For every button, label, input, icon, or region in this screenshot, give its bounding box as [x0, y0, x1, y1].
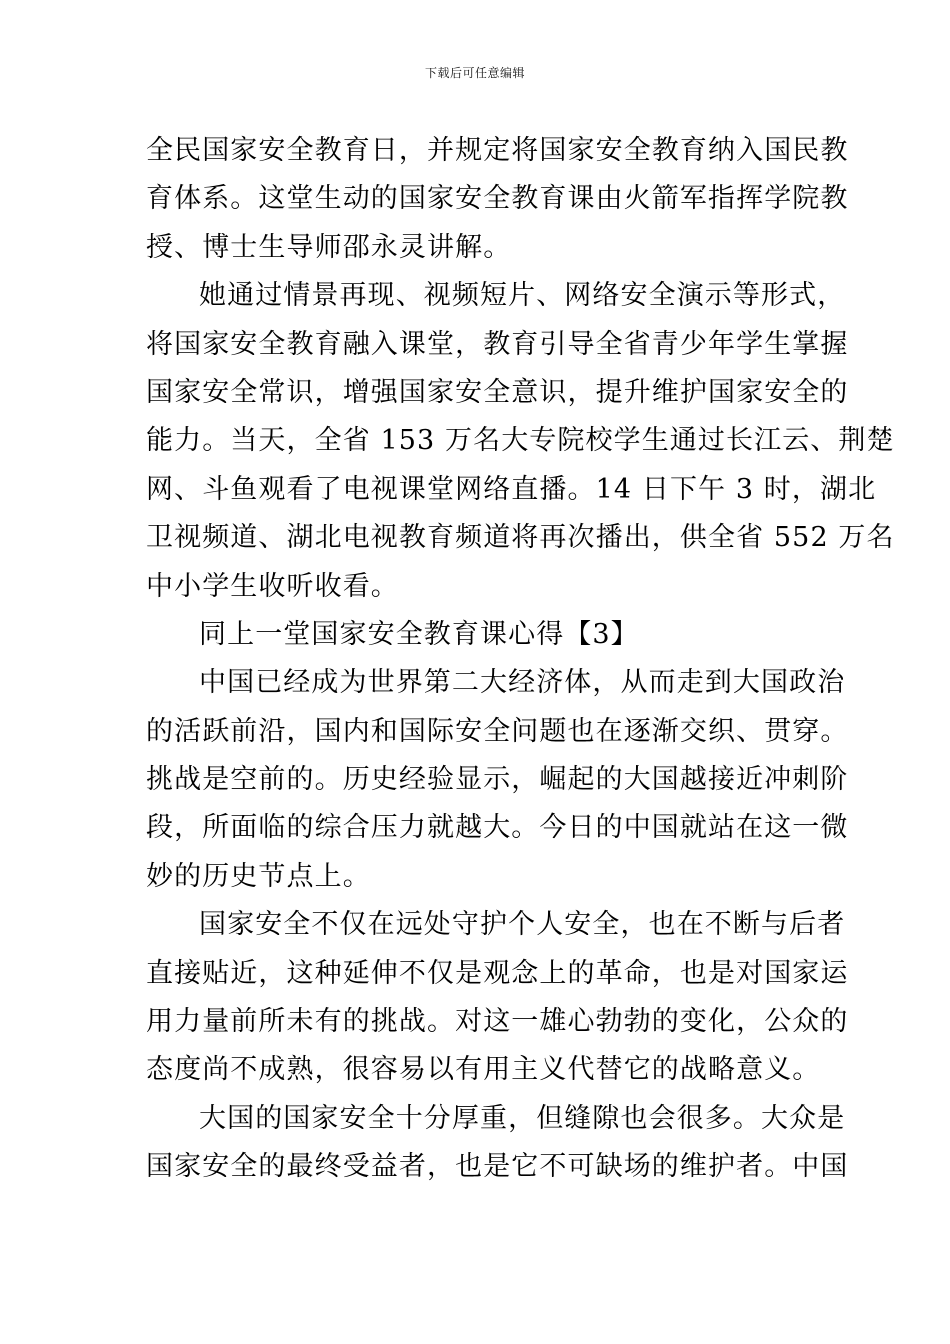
paragraph-start-line: 她通过情景再现、视频短片、网络安全演示等形式，	[199, 280, 846, 312]
document-body	[146, 127, 895, 1192]
text-line: 育体系。这堂生动的国家安全教育课由火箭军指挥学院教	[146, 183, 849, 215]
page-header: 下载后可任意编辑	[424, 66, 525, 80]
text-line: 挑战是空前的。历史经验显示，崛起的大国越接近冲刺阶	[146, 764, 849, 796]
section-heading: 同上一堂国家安全教育课心得【3】	[199, 618, 639, 650]
text-line: 段，所面临的综合压力就越大。今日的中国就站在这一微	[146, 812, 849, 844]
text-line: 授、博士生导师邵永灵讲解。	[146, 231, 512, 263]
text-line: 中小学生收听收看。	[146, 570, 399, 602]
text-line: 将国家安全教育融入课堂，教育引导全省青少年学生掌握	[146, 328, 849, 360]
text-line: 能力。当天，全省 153 万名大专院校学生通过长江云、荆楚	[146, 425, 895, 457]
paragraph-start-line: 国家安全不仅在远处守护个人安全，也在不断与后者	[199, 909, 846, 941]
paragraph-start-line: 中国已经成为世界第二大经济体，从而走到大国政治	[199, 667, 846, 699]
text-line: 用力量前所未有的挑战。对这一雄心勃勃的变化，公众的	[146, 1006, 849, 1038]
text-line: 妙的历史节点上。	[146, 860, 371, 892]
text-line: 国家安全常识，增强国家安全意识，提升维护国家安全的	[146, 376, 849, 408]
text-line: 全民国家安全教育日，并规定将国家安全教育纳入国民教	[146, 135, 849, 166]
text-line: 国家安全的最终受益者，也是它不可缺场的维护者。中国	[146, 1151, 849, 1183]
text-line: 直接贴近，这种延伸不仅是观念上的革命，也是对国家运	[146, 957, 849, 989]
text-line: 卫视频道、湖北电视教育频道将再次播出，供全省 552 万名	[146, 522, 895, 554]
text-line: 网、斗鱼观看了电视课堂网络直播。14 日下午 3 时，湖北	[146, 473, 877, 505]
text-line: 的活跃前沿，国内和国际安全问题也在逐渐交织、贯穿。	[146, 715, 849, 747]
paragraph-start-line: 大国的国家安全十分厚重，但缝隙也会很多。大众是	[199, 1102, 846, 1134]
text-line: 态度尚不成熟，很容易以有用主义代替它的战略意义。	[146, 1054, 821, 1086]
